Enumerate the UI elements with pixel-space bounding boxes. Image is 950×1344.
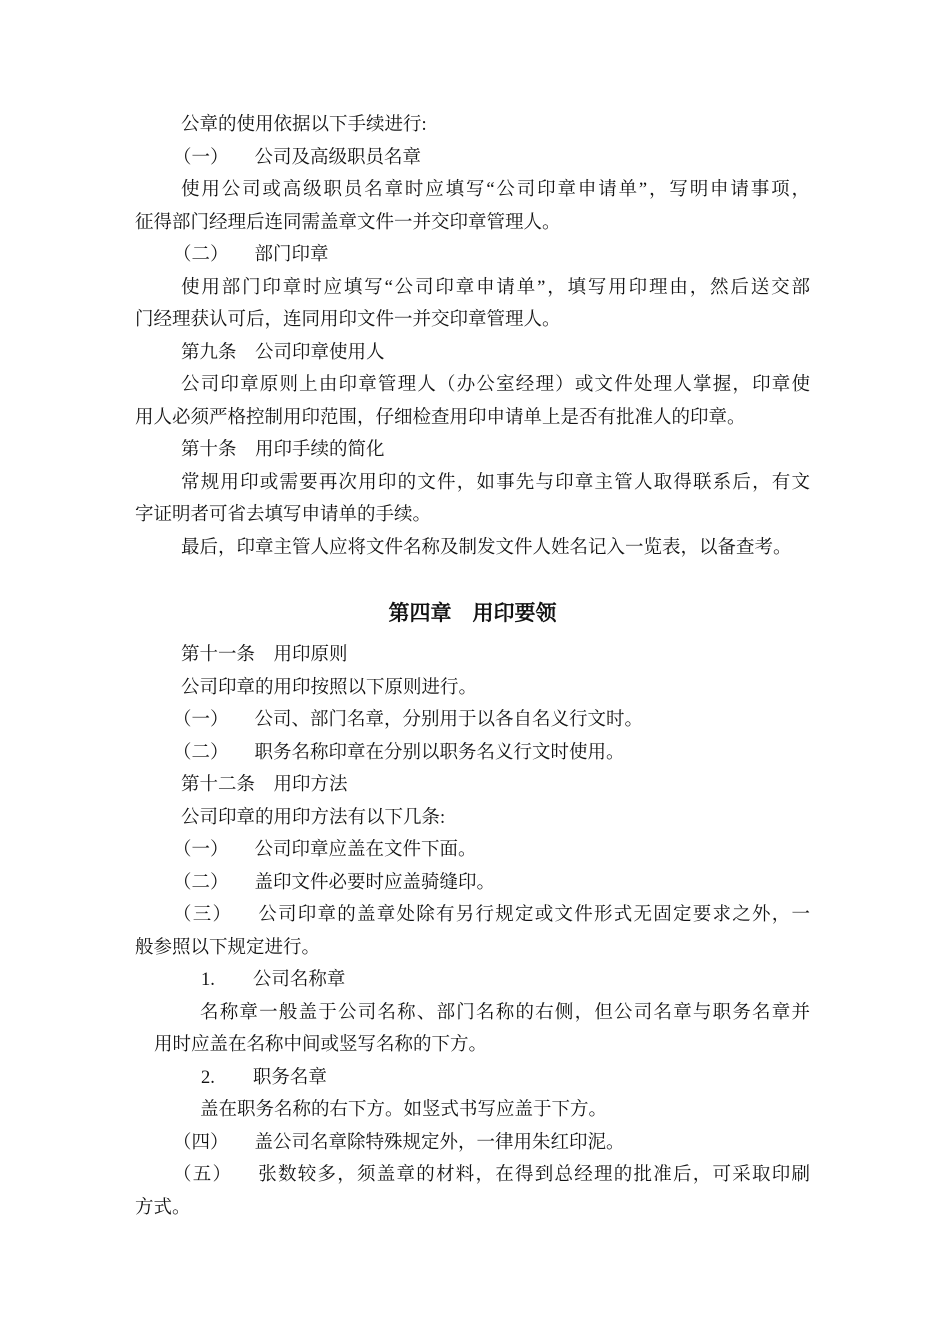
paragraph-line: 名称章一般盖于公司名称、部门名称的右侧，但公司名章与职务名章并 xyxy=(200,1002,810,1023)
paragraph-line: 方式。 xyxy=(135,1197,191,1218)
item-label: （一） xyxy=(173,840,229,860)
paragraph-line: 第十条 用印手续的简化 xyxy=(181,440,385,460)
blank-line xyxy=(135,564,810,597)
list-item-line xyxy=(135,1127,810,1160)
item-text: 盖公司名章除特殊规定外，一律用朱红印泥。 xyxy=(254,1132,625,1153)
paragraph-line: 征得部门经理后连同需盖章文件一并交印章管理人。 xyxy=(135,212,561,233)
numbered-item-line xyxy=(135,964,810,997)
item-text: 公司印章应盖在文件下面。 xyxy=(254,840,477,860)
paragraph-line: 字证明者可省去填写申请单的手续。 xyxy=(135,505,432,525)
paragraph-line: 公章的使用依据以下手续进行: xyxy=(181,115,427,135)
item-text: 部门印章 xyxy=(254,245,329,265)
paragraph-line: 第十二条 用印方法 xyxy=(181,775,348,795)
item-label: （二） xyxy=(173,245,229,265)
paragraph-line: 常规用印或需要再次用印的文件，如事先与印章主管人取得联系后，有文 xyxy=(181,472,810,493)
paragraph-line: 最后，印章主管人应将文件名称及制发文件人姓名记入一览表，以备查考。 xyxy=(181,537,792,558)
item-text: 公司印章的盖章处除有另行规定或文件形式无固定要求之外，一 xyxy=(258,905,810,925)
paragraph-line: 门经理获认可后，连同用印文件一并交印章管理人。 xyxy=(135,310,561,330)
paragraph-line: 使用部门印章时应填写“公司印章申请单”，填写用印理由，然后送交部 xyxy=(181,277,810,298)
item-label: （一） xyxy=(173,147,229,168)
item-label: （四） xyxy=(173,1132,229,1153)
paragraph-line: 盖在职务名称的右下方。如竖式书写应盖于下方。 xyxy=(200,1100,608,1120)
document-text-block xyxy=(135,109,810,1224)
list-item-line xyxy=(135,142,810,175)
paragraph-line: 用人必须严格控制用印范围，仔细检查用印申请单上是否有批准人的印章。 xyxy=(135,407,746,428)
list-item-line xyxy=(135,737,810,770)
paragraph-line: 第十一条 用印原则 xyxy=(181,645,348,665)
item-label: （一） xyxy=(173,710,229,730)
item-label: （二） xyxy=(173,872,229,893)
list-item-line xyxy=(135,867,810,900)
item-label: （三） xyxy=(173,905,233,925)
chapter-title: 用印要领 xyxy=(472,600,557,625)
paragraph-line: 公司印章原则上由印章管理人（办公室经理）或文件处理人掌握，印章使 xyxy=(181,375,810,395)
list-item-line xyxy=(135,704,810,737)
item-label: （五） xyxy=(173,1165,233,1185)
paragraph-line: 第九条 公司印章使用人 xyxy=(181,342,385,363)
numbered-item-line xyxy=(135,1062,810,1095)
chapter-heading xyxy=(135,597,810,630)
item-text: 公司名称章 xyxy=(252,970,346,990)
list-item-line xyxy=(135,899,810,932)
paragraph-line: 使用公司或高级职员名章时应填写“公司印章申请单”，写明申请事项， xyxy=(181,180,810,200)
item-text: 职务名称印章在分别以职务名义行文时使用。 xyxy=(254,742,625,763)
item-text: 公司及高级职员名章 xyxy=(254,147,422,168)
item-label: 2. xyxy=(201,1067,215,1088)
item-label: （二） xyxy=(173,742,229,763)
paragraph-line: 般参照以下规定进行。 xyxy=(135,937,321,958)
paragraph-line: 公司印章的用印方法有以下几条: xyxy=(181,807,446,828)
list-item-line xyxy=(135,239,810,272)
item-text: 盖印文件必要时应盖骑缝印。 xyxy=(254,872,496,893)
item-label: 1. xyxy=(201,970,215,990)
paragraph-line: 用时应盖在名称中间或竖写名称的下方。 xyxy=(154,1035,488,1055)
list-item-line xyxy=(135,834,810,867)
chapter-number: 第四章 xyxy=(388,600,452,625)
item-text: 职务名章 xyxy=(252,1067,327,1088)
paragraph-line: 公司印章的用印按照以下原则进行。 xyxy=(181,677,478,698)
list-item-line xyxy=(135,1159,810,1192)
item-text: 张数较多，须盖章的材料，在得到总经理的批准后，可采取印刷 xyxy=(258,1165,810,1185)
item-text: 公司、部门名章，分别用于以各自名义行文时。 xyxy=(254,710,644,730)
